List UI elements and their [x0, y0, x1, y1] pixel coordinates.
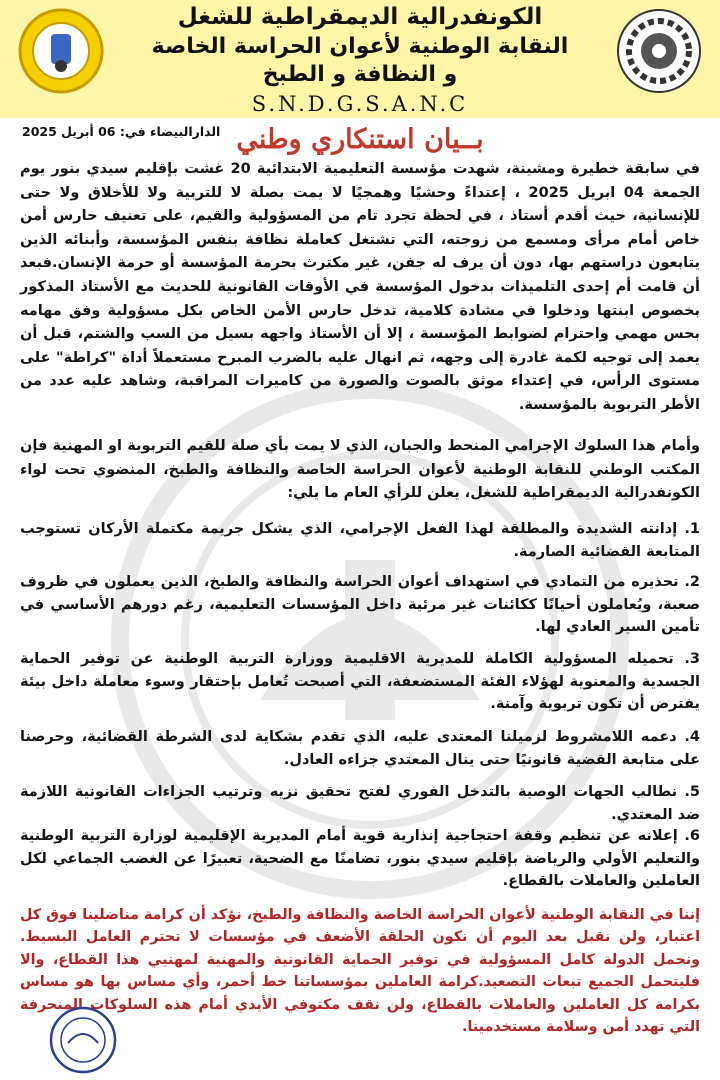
- incident-paragraph: في سابقة خطيرة ومشينة، شهدت مؤسسة التعليمية الابتدائية 20 غشت بإقليم سيدي بنور يوم الجمعة 04 ابريل 2025 ، إعتداءً وحشيًا وهمجيًا لا يمت بصلة لا للتربية ولا للأخلاق ولا حتى للإنسانية، حيث أقدم أستاذ ، في لحظة تجرد تام من المسؤولية والقيم، على تعنيف حارس أمن خاص أمام مرأى ومسمع من زوجته، التي تشتغل كعاملة نظافة بنفس المؤسسة، وأبنائه الذين يتابعون دراستهم بها، دون أن يرف له جفن، غير مكترث بحرمة المؤسسة أو حرمة الإنسان.فبعد أن قامت أم إحدى التلميذات بدخول المؤسسة في الأوقات القانونية للحديث مع الأستاذ المذكور بخصوص ابنتها ودخلوا في مشادة كلامية، تدخل حارس الأمن الخاص بكل مسؤولية وفق مهامه بحس مهمي واحترام لضوابط المؤسسة ، إلا أن الأستاذ واجهه بسيل من السب والشتم، قبل أن يعمد إلى توجيه لكمة غادرة إلى وجهه، ثم انهال عليه بالضرب المبرح مستعملاً أداة "كراطة" على مستوى الرأس، في إعتداء موثق بالصوت والصورة من كاميرات المراقبة، وشاهد عليه عدد من الأطر التربوية بالمؤسسة.: [20, 161, 701, 413]
- list-item: 6. إعلانه عن تنظيم وقفة احتجاجية إنذارية قوية أمام المديرية الإقليمية لوزارة التربية الوطنية والتعليم الأولي والرياضة بإقليم سيدي بنور، تضامنًا مع الضحية، تعبيرًا عن الغضب الجماعي لكل العاملين والعاملات بالقطاع.: [20, 828, 700, 889]
- office-stamp-icon: [48, 1005, 118, 1075]
- header-acronym: S.N.D.G.S.A.N.C: [251, 92, 469, 116]
- list-item: 4. دعمه اللامشروط لزميلنا المعتدى عليه، الذي تقدم بشكاية لدى الشرطة القضائية، وحرصنا على متابعة القضية قانونيًا حتى ينال المعتدي جزاءه العادل.: [20, 729, 700, 768]
- declaration-intro: وأمام هذا السلوك الإجرامي المنحط والجبان، الذي لا يمت بأي صلة للقيم التربوية او المهنية فإن المكتب الوطني للنقابة الوطنية لأعوان الحراسة الخاصة والنظافة والطبخ، المنضوي تحت لواء الكونفدرالية الديمقراطية للشغل، يعلن للرأي العام ما يلي:: [20, 438, 700, 502]
- header-union: النقابة الوطنية لأعوان الحراسة الخاصة: [151, 34, 569, 59]
- header-confederation: الكونفدرالية الديمقراطية للشغل: [177, 4, 543, 30]
- statement-title: بــيان استنكاري وطني: [236, 124, 484, 155]
- dateline: الدارالبيضاء في: 06 أبريل 2025: [22, 124, 221, 139]
- list-item: 3. تحميله المسؤولية الكاملة للمديرية الاقليمية ووزارة التربية الوطنية عن توفير الحماية الجسدية والمعنوية لهؤلاء الفئة المستضعفة، التي أصبحت تُعامل بإحتقار وسوء معاملة داخل بيئة يفترض أن تكون تربوية وآمنة.: [20, 651, 700, 712]
- list-item: 5. نطالب الجهات الوصية بالتدخل الفوري لفتح تحقيق نزيه وترتيب الجزاءات القانونية اللازمة ضد المعتدي.: [20, 784, 700, 823]
- list-item: 1. إدانته الشديدة والمطلقة لهذا الفعل الإجرامي، الذي يشكل جريمة مكتملة الأركان تستوجب المتابعة القضائية الصارمة.: [20, 521, 700, 560]
- letterhead: [0, 0, 720, 118]
- closing-statement: إننا في النقابة الوطنية لأعوان الحراسة الخاصة والنظافة والطبخ، نؤكد أن كرامة مناضلينا فوق كل اعتبار، ولن نقبل بعد اليوم أن نكون الحلقة الأضعف في مؤسسات لا تحترم العامل البسيط. ونحمل الدولة كامل المسؤولية في توفير الحماية القانونية والمهنية لمهنيي هذا القطاع، والا فليتحمل الجميع تبعات التصعيد.كرامة العاملين بمؤسساتنا خط أحمر، وأي مساس بها هو مساس بكرامة كل العاملين والعاملات بالقطاع، ولن نقف مكتوفي الأيدي أمام هذه السلوكات المنحرفة التي تهدد أمن وسلامة مستخدمينا.: [20, 907, 700, 1036]
- header-sector: و النظافة و الطبخ: [262, 62, 458, 87]
- list-item: 2. تحذيره من التمادي في استهداف أعوان الحراسة والنظافة والطبخ، الذين يعملون في ظروف صعبة، ويُعاملون أحيانًا ككائنات غير مرئية داخل المؤسسات التعليمية، رغم دورهم الأساسي في تأمين السير العادي لها.: [20, 574, 700, 635]
